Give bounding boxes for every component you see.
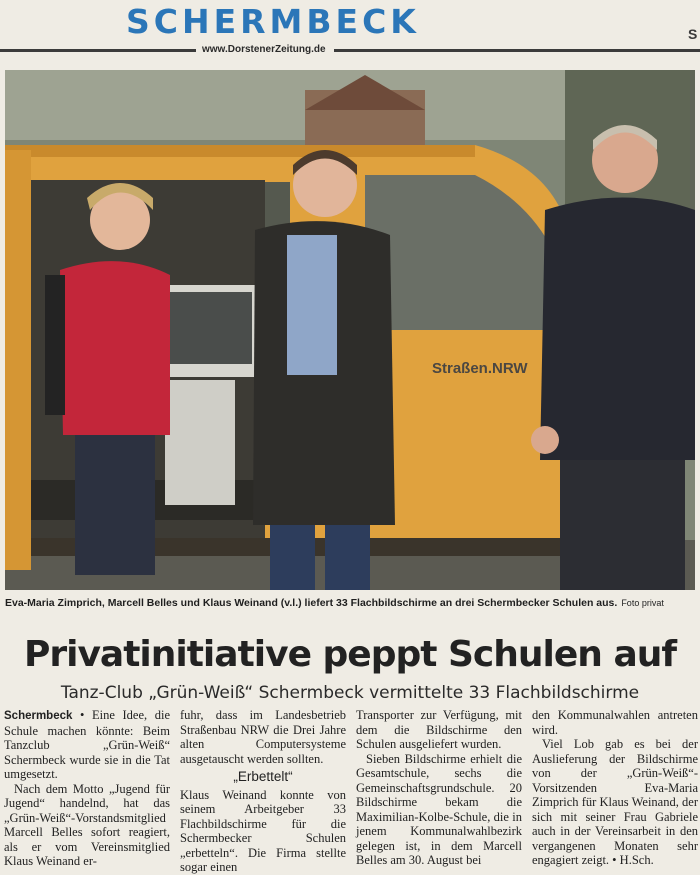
column-1 bbox=[4, 708, 170, 869]
photo-caption bbox=[5, 597, 695, 613]
article-body bbox=[4, 708, 698, 874]
paragraph-text: • Eine Idee, die Schule machen könnte: Beim Tanzclub „Grün-Weiß“ Schermbeck wurde sie in die Tat umgesetzt. bbox=[4, 708, 170, 781]
column-2 bbox=[180, 708, 346, 875]
subheading: „Erbettelt“ bbox=[233, 769, 293, 784]
paragraph: Klaus Weinand konnte von seinem Arbeitgeber 33 Flachbildschirme für die Schermbecker Schulen „erbetteln“. Die Firma stellte sogar einen bbox=[180, 787, 346, 874]
column-3 bbox=[356, 708, 522, 868]
paragraph: Sieben Bildschirme erhielt die Gesamtschule, sechs die Gemeinschaftsgrundschule. 20 Bildschirme bekam die Maximilian-Kolbe-Schule, die in jenem Kommunalwahlbezirk gelegen ist, in dem Marcell Belles am 30. August bei bbox=[356, 751, 522, 867]
paragraph bbox=[4, 708, 170, 782]
paragraph: Viel Lob gab es bei der Auslieferung der Bildschirme von der „Grün-Weiß“-Vorsitzenden Eva-Maria Zimprich für Klaus Weinand, der sich mit seiner Frau Gabriele auch in der Vereinsarbeit in den vergangenen Monaten sehr engagiert zeigt. • H.Sch. bbox=[532, 737, 698, 867]
column-4 bbox=[532, 708, 698, 868]
paragraph: Nach dem Motto „Jugend für Jugend“ handelnd, hat das „Grün-Weiß“-Vorstandsmitglied Marcell Belles sofort reagiert, als er vom Vereinsmitglied Klaus Weinand er- bbox=[4, 781, 170, 868]
masthead-rule-right bbox=[334, 49, 700, 52]
photo-credit: Foto privat bbox=[621, 598, 664, 608]
photo-illustration bbox=[5, 70, 695, 590]
section-title: SCHERMBECK bbox=[126, 2, 420, 41]
paragraph: fuhr, dass im Landesbetrieb Straßenbau NRW die Drei Jahre alten Computersysteme ausgetauscht werden sollten. bbox=[180, 708, 346, 766]
subheadline: Tanz-Club „Grün-Weiß“ Schermbeck vermittelte 33 Flachbildschirme bbox=[60, 683, 640, 703]
headline: Privatinitiative peppt Schulen auf bbox=[23, 634, 677, 675]
paragraph: Transporter zur Verfügung, mit dem die Bildschirme den Schulen ausgeliefert wurden. bbox=[356, 708, 522, 751]
dateline: Schermbeck bbox=[4, 710, 73, 722]
website-link[interactable]: www.DorstenerZeitung.de bbox=[202, 44, 326, 55]
page-tag: S bbox=[688, 26, 698, 42]
masthead-rule-left bbox=[0, 49, 196, 52]
article-photo bbox=[5, 70, 695, 590]
caption-text: Eva-Maria Zimprich, Marcell Belles und Klaus Weinand (v.l.) liefert 33 Flachbildschirme an drei Schermbecker Schulen aus. bbox=[5, 597, 618, 609]
paragraph: den Kommunalwahlen antreten wird. bbox=[532, 708, 698, 737]
van-logo-text: Straßen.NRW bbox=[432, 360, 528, 377]
masthead bbox=[0, 0, 700, 62]
